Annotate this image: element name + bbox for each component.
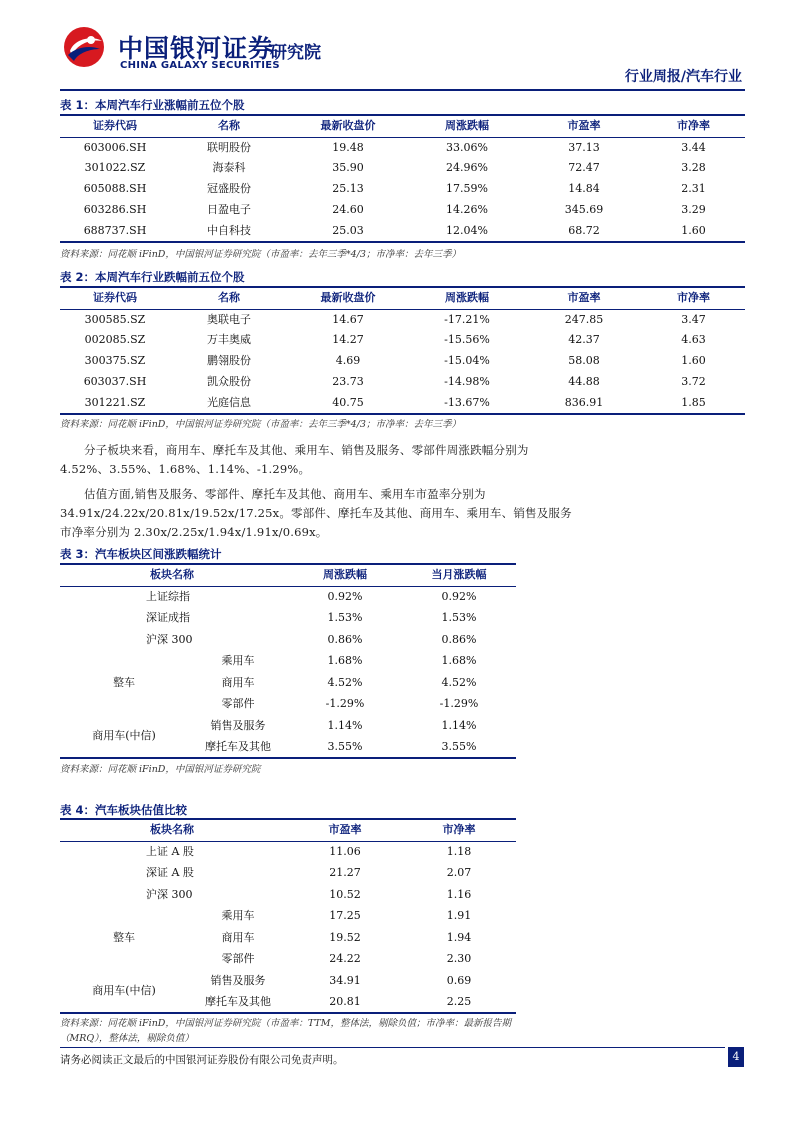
- group-cell: 商用车(中信): [92, 728, 156, 742]
- table-row: [60, 608, 516, 630]
- table-cell: 11.06: [329, 844, 361, 858]
- table-cell: 42.37: [568, 333, 600, 347]
- table-row: [60, 970, 516, 992]
- top-gainers-table: [60, 114, 745, 243]
- table-cell: 3.44: [681, 140, 706, 154]
- table-cell: 联明股份: [207, 140, 251, 154]
- group-cell: 整车: [113, 930, 135, 944]
- table-row: [60, 372, 745, 393]
- table-cell: 688737.SH: [83, 223, 147, 237]
- table-cell: 17.25: [329, 909, 361, 923]
- table-cell: 日盈电子: [207, 203, 251, 217]
- valuation-paragraph: [60, 485, 745, 542]
- column-header: 市净率: [442, 823, 476, 837]
- table-cell: 3.29: [681, 203, 706, 217]
- table-row: [60, 586, 516, 608]
- table-row: [60, 841, 516, 863]
- table-cell: 摩托车及其他: [205, 994, 271, 1008]
- table-cell: 14.84: [568, 182, 600, 196]
- table-cell: 零部件: [221, 697, 255, 711]
- table-cell: 2.07: [446, 866, 472, 880]
- table3-source: 资料来源：同花顺 iFinD，中国银河证券研究院: [60, 764, 261, 775]
- table-cell: 1.53%: [327, 611, 363, 625]
- table-cell: 44.88: [568, 375, 600, 389]
- column-header: 板块名称: [150, 568, 194, 582]
- table-cell: 247.85: [564, 312, 604, 326]
- column-header: 周涨跌幅: [445, 119, 489, 133]
- sector-valuation-table: [60, 818, 516, 1014]
- column-header: 市盈率: [567, 291, 601, 305]
- table-cell: 17.59%: [446, 182, 488, 196]
- table-cell: 摩托车及其他: [205, 739, 271, 753]
- table-cell: 深证 A 股: [146, 866, 194, 880]
- table-cell: 0.92%: [327, 589, 363, 603]
- table-cell: 37.13: [568, 140, 600, 154]
- table-cell: 21.27: [329, 866, 361, 880]
- table-row: [60, 179, 745, 200]
- top-losers-table: [60, 286, 745, 415]
- table-cell: 0.86%: [327, 632, 363, 646]
- table-cell: 301022.SZ: [84, 161, 146, 175]
- table-cell: 1.91: [446, 909, 472, 923]
- table-cell: -1.29%: [325, 697, 365, 711]
- table-row: [60, 629, 516, 651]
- paragraph-line: 4.52%、3.55%、1.68%、1.14%、-1.29%。: [60, 462, 311, 476]
- table-header-row: [60, 819, 516, 841]
- table-cell: 海泰科: [212, 161, 246, 175]
- header-divider: [60, 89, 745, 91]
- table-row: [60, 158, 745, 179]
- table-cell: 25.03: [332, 223, 364, 237]
- table-cell: 沪深 300: [146, 887, 193, 901]
- column-header: 市盈率: [567, 119, 601, 133]
- table-cell: -13.67%: [444, 395, 490, 409]
- table-cell: 0.92%: [441, 589, 477, 603]
- table-cell: 345.69: [564, 203, 604, 217]
- table-row: [60, 137, 745, 158]
- table-cell: 23.73: [332, 375, 364, 389]
- table-cell: 12.04%: [446, 223, 488, 237]
- table-cell: 33.06%: [446, 140, 488, 154]
- table-cell: -15.04%: [444, 354, 490, 368]
- table-cell: 603037.SH: [83, 375, 147, 389]
- table-cell: 14.27: [332, 333, 364, 347]
- table-row: [60, 330, 745, 351]
- table-cell: 3.72: [681, 375, 706, 389]
- table-cell: 14.26%: [446, 203, 488, 217]
- table3-caption: 表 3：汽车板块区间涨跌幅统计: [60, 547, 222, 561]
- table-cell: 34.91: [329, 973, 361, 987]
- brand-name-en: CHINA GALAXY SECURITIES: [120, 60, 280, 71]
- table2-caption: 表 2：本周汽车行业跌幅前五位个股: [60, 270, 245, 284]
- column-header: 最新收盘价: [320, 291, 376, 305]
- column-header: 板块名称: [150, 823, 194, 837]
- table-row: [60, 221, 745, 242]
- table-cell: 24.96%: [446, 161, 488, 175]
- table2-source: 资料来源：同花顺 iFinD，中国银河证券研究院（市盈率：去年三季*4/3；市净率：去年三季）: [60, 419, 461, 430]
- table-cell: 乘用车: [221, 654, 255, 668]
- table-header-row: [60, 115, 745, 137]
- table-cell: 零部件: [221, 952, 255, 966]
- table-cell: 3.47: [681, 312, 706, 326]
- table-cell: 1.94: [446, 930, 472, 944]
- table-cell: 68.72: [568, 223, 600, 237]
- table-cell: -15.56%: [444, 333, 490, 347]
- table-header-row: [60, 564, 516, 586]
- table-cell: 1.60: [681, 354, 706, 368]
- table-cell: 300585.SZ: [84, 312, 146, 326]
- table-cell: 24.60: [332, 203, 364, 217]
- table-cell: 光庭信息: [207, 395, 251, 409]
- column-header: 名称: [218, 119, 240, 133]
- table-cell: 1.53%: [441, 611, 477, 625]
- table-cell: 鹏翎股份: [207, 354, 251, 368]
- table-cell: -1.29%: [439, 697, 479, 711]
- table-cell: 乘用车: [221, 909, 255, 923]
- paragraph-line: 分子板块来看，商用车、摩托车及其他、乘用车、销售及服务、零部件周涨跌幅分别为: [84, 443, 529, 457]
- table-header-row: [60, 287, 745, 309]
- table-row: [60, 884, 516, 906]
- table-cell: 商用车: [221, 930, 255, 944]
- table-cell: 4.69: [335, 354, 361, 368]
- table-cell: 58.08: [568, 354, 600, 368]
- table-cell: 奥联电子: [207, 312, 251, 326]
- table-cell: 销售及服务: [210, 973, 266, 987]
- table-cell: 沪深 300: [146, 632, 193, 646]
- report-type: 行业周报/汽车行业: [624, 69, 742, 85]
- table-row: [60, 200, 745, 221]
- table-cell: -14.98%: [444, 375, 490, 389]
- sector-performance-paragraph: [60, 441, 745, 479]
- brand-name-cn: 中国银河证券: [118, 34, 275, 63]
- paragraph-line: 估值方面,销售及服务、零部件、摩托车及其他、商用车、乘用车市盈率分别为: [84, 487, 486, 501]
- table-cell: 0.69: [446, 973, 472, 987]
- table-cell: 1.16: [446, 887, 472, 901]
- table-cell: 40.75: [332, 395, 364, 409]
- table-cell: 301221.SZ: [84, 395, 146, 409]
- table-cell: 深证成指: [146, 611, 190, 625]
- table-cell: 1.68%: [441, 654, 477, 668]
- table-cell: 2.25: [446, 994, 472, 1008]
- column-header: 证券代码: [93, 291, 137, 305]
- table-cell: 4.52%: [441, 675, 477, 689]
- column-header: 证券代码: [93, 119, 137, 133]
- table-cell: 4.52%: [327, 675, 363, 689]
- table-cell: 2.31: [681, 182, 706, 196]
- table-row: [60, 351, 745, 372]
- table-cell: 35.90: [332, 161, 364, 175]
- table-cell: 3.28: [681, 161, 706, 175]
- table-row: [60, 863, 516, 885]
- table-cell: 万丰奥威: [207, 333, 251, 347]
- column-header: 市盈率: [328, 823, 362, 837]
- table-cell: 商用车: [221, 675, 255, 689]
- column-header: 当月涨跌幅: [431, 568, 487, 582]
- table-cell: 1.18: [446, 844, 472, 858]
- table-cell: 0.86%: [441, 632, 477, 646]
- table-cell: 002085.SZ: [84, 333, 146, 347]
- column-header: 最新收盘价: [320, 119, 376, 133]
- table-cell: 1.68%: [327, 654, 363, 668]
- table-cell: 24.22: [329, 952, 361, 966]
- column-header: 名称: [218, 291, 240, 305]
- table-cell: 603286.SH: [83, 203, 147, 217]
- paragraph-line: 34.91x/24.22x/20.81x/19.52x/17.25x。零部件、摩托车及其他、商用车、乘用车、销售及服务: [60, 506, 572, 520]
- sector-returns-table: [60, 563, 516, 759]
- column-header: 周涨跌幅: [323, 568, 367, 582]
- column-header: 市净率: [677, 291, 710, 305]
- table-cell: 300375.SZ: [84, 354, 146, 368]
- table-cell: 1.85: [681, 395, 706, 409]
- table-row: [60, 393, 745, 414]
- table-cell: -17.21%: [444, 312, 490, 326]
- page-number: 4: [728, 1047, 744, 1067]
- table-cell: 25.13: [332, 182, 364, 196]
- table-cell: 1.14%: [441, 718, 477, 732]
- table4-source: 资料来源：同花顺 iFinD，中国银河证券研究院（市盈率：TTM，整体法，剔除负值；市净率：最新报告期（MRQ），整体法，剔除负值）: [60, 1018, 512, 1044]
- table-row: [60, 715, 516, 737]
- disclaimer-note: 请务必阅读正文最后的中国银河证券股份有限公司免责声明。: [60, 1054, 344, 1066]
- table-cell: 4.63: [681, 333, 706, 347]
- column-header: 市净率: [677, 119, 710, 133]
- table-cell: 20.81: [329, 994, 361, 1008]
- brand-institute: 研究院: [270, 43, 321, 63]
- footer-divider: [60, 1047, 725, 1048]
- galaxy-logo-icon: [62, 25, 106, 69]
- table-row: [60, 651, 516, 673]
- table-cell: 3.55%: [441, 739, 477, 753]
- table-cell: 冠盛股份: [207, 182, 251, 196]
- column-header: 周涨跌幅: [445, 291, 489, 305]
- table-cell: 19.48: [332, 140, 364, 154]
- table-cell: 上证综指: [146, 589, 190, 603]
- table-cell: 上证 A 股: [146, 844, 194, 858]
- table4-caption: 表 4：汽车板块估值比较: [60, 803, 188, 817]
- table-cell: 销售及服务: [210, 718, 266, 732]
- table-cell: 3.55%: [327, 739, 363, 753]
- table-cell: 836.91: [564, 395, 604, 409]
- table-cell: 1.60: [681, 223, 706, 237]
- group-cell: 商用车(中信): [92, 983, 156, 997]
- table1-source: 资料来源：同花顺 iFinD，中国银河证券研究院（市盈率：去年三季*4/3；市净率：去年三季）: [60, 249, 461, 260]
- table-cell: 10.52: [329, 887, 361, 901]
- table-cell: 中自科技: [207, 223, 251, 237]
- paragraph-line: 市净率分别为 2.30x/2.25x/1.94x/1.91x/0.69x。: [60, 525, 328, 539]
- table-row: [60, 906, 516, 928]
- table-cell: 2.30: [446, 952, 472, 966]
- table-cell: 19.52: [329, 930, 361, 944]
- table-cell: 605088.SH: [83, 182, 147, 196]
- table-cell: 1.14%: [327, 718, 363, 732]
- table-cell: 72.47: [568, 161, 600, 175]
- group-cell: 整车: [113, 675, 135, 689]
- table1-caption: 表 1：本周汽车行业涨幅前五位个股: [60, 98, 245, 112]
- table-cell: 603006.SH: [83, 140, 147, 154]
- table-cell: 14.67: [332, 312, 364, 326]
- table-row: [60, 309, 745, 330]
- table-cell: 凯众股份: [207, 375, 251, 389]
